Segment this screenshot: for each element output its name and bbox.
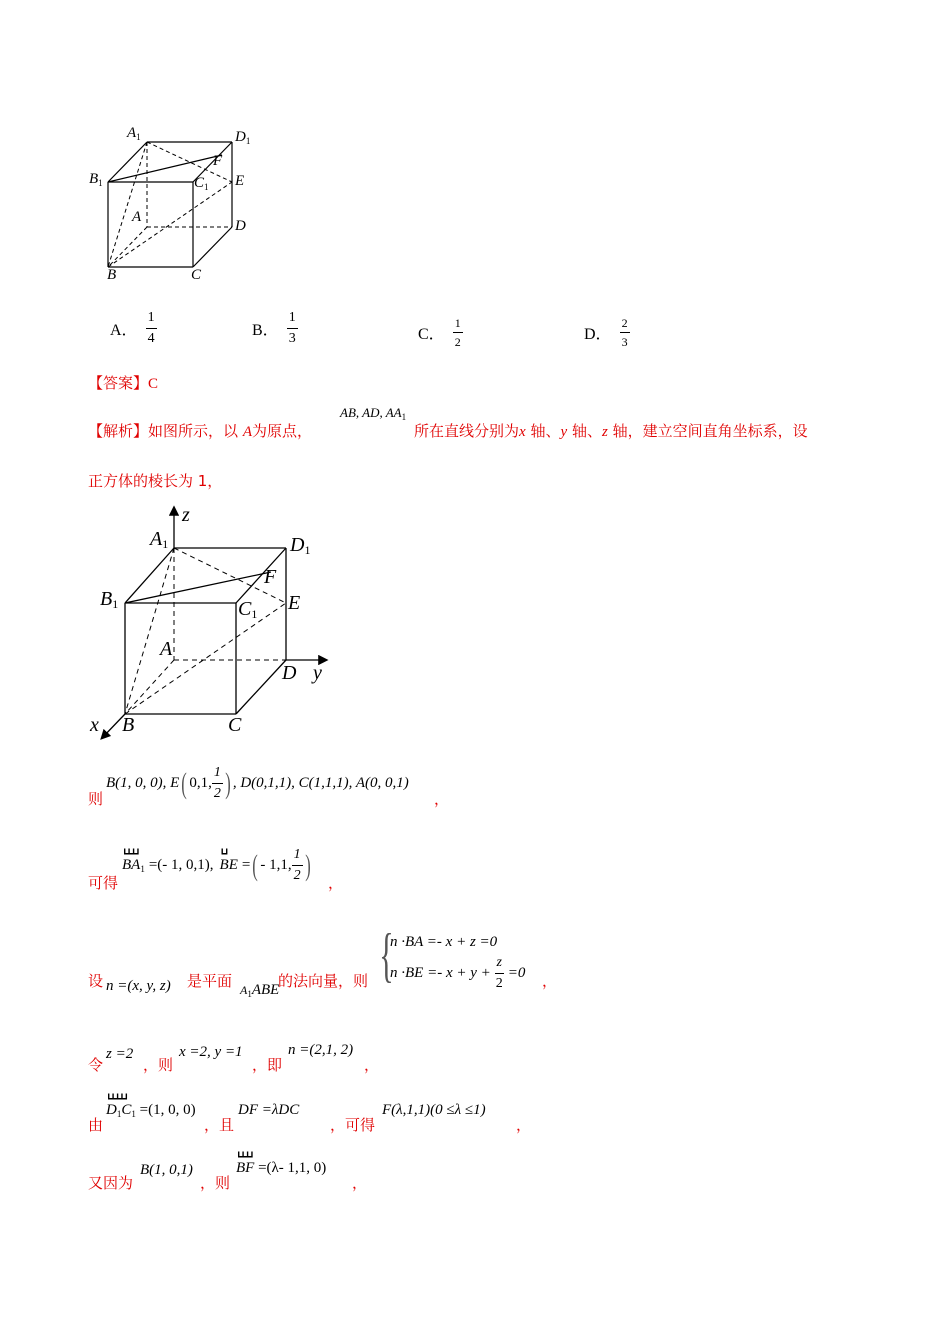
var-x: x xyxy=(519,424,526,440)
line1-lparen: ( xyxy=(181,766,188,800)
answer-tag: 【答案】 xyxy=(88,374,149,392)
vector-D1C1: ┗┻┻┻┛ $D_1C_1 =(1$, 0, 0) xyxy=(106,1094,196,1119)
label-D: D xyxy=(235,218,246,234)
line5-F: F(λ,1,1)(0 ≤λ ≤1) xyxy=(382,1102,486,1118)
label2-D: D xyxy=(282,662,297,684)
option-d-fraction: $\frac{2}{3}$ xyxy=(621,316,628,349)
label-E: E xyxy=(235,173,245,189)
line2-prefix: 可得 xyxy=(88,874,119,892)
label2-E: E xyxy=(288,592,301,614)
line5-a: 由 xyxy=(88,1116,104,1134)
analysis-intro: 如图所示，以 xyxy=(148,422,239,440)
line4-c: ，即 xyxy=(252,1056,283,1074)
label2-B1: $B_1$ xyxy=(100,588,119,611)
system-eq2-frac: $\frac{z}{2}$ xyxy=(495,955,503,991)
label2-F: F xyxy=(264,566,277,588)
line1-inner: 0,1, xyxy=(189,775,212,791)
line5-b: ，且 xyxy=(204,1116,235,1134)
axis-y-text: 轴、 xyxy=(571,422,602,440)
option-a-label: A． xyxy=(110,322,138,339)
option-d[interactable] xyxy=(584,317,630,348)
answer-line xyxy=(88,372,158,393)
line6-end: ， xyxy=(352,1174,368,1192)
line3-prefix: 设 xyxy=(88,972,104,990)
label-B: B xyxy=(107,267,117,283)
analysis-line xyxy=(88,420,312,441)
line5-end: ， xyxy=(516,1116,532,1134)
line5-relation: DF =λDC xyxy=(238,1102,300,1118)
line6-B1: B(1, 0,1) xyxy=(140,1162,193,1178)
line3-mid2: 的法向量，则 xyxy=(278,972,369,990)
label2-C1: $C_1$ xyxy=(238,598,258,621)
axes-edges: AB, AD, $AA_1$ xyxy=(340,405,407,422)
label2-D1: $D_1$ xyxy=(290,534,311,557)
line2-inner: - 1,1, xyxy=(260,857,292,873)
option-b-fraction: $\frac{1}{3}$ xyxy=(288,310,296,346)
option-d-label: D． xyxy=(584,326,612,343)
option-b[interactable] xyxy=(252,311,298,346)
line6-b: ，则 xyxy=(200,1174,231,1192)
vector-BE: ┗┛ BE xyxy=(219,849,238,873)
line2-end: ， xyxy=(328,874,344,892)
label-z-axis: z xyxy=(182,504,190,526)
label-D1: $D_1$ xyxy=(235,129,251,146)
label2-B: B xyxy=(122,714,135,736)
system-brace: { xyxy=(379,922,394,988)
line3-end: ， xyxy=(542,972,558,990)
analysis-tag: 【解析】 xyxy=(88,422,149,440)
cube-diagram-1 xyxy=(85,125,265,290)
line1-rest: , D(0,1,1), C(1,1,1), A(0, 0,1) xyxy=(232,775,409,791)
label-y-axis: y xyxy=(313,662,322,684)
line1-math-start: B(1, 0, 0), E xyxy=(106,775,180,791)
analysis-line2: 正方体的棱长为 1， xyxy=(88,472,223,490)
axis-x-text: 轴、 xyxy=(530,422,561,440)
option-b-label: B． xyxy=(252,322,279,339)
option-a[interactable] xyxy=(110,311,157,346)
label-x-axis: x xyxy=(90,714,99,736)
line4-xy: x =2, y =1 xyxy=(179,1044,243,1060)
line4-end: ， xyxy=(364,1056,380,1074)
label2-A1: $A_1$ xyxy=(150,528,169,551)
line1-rparen: ) xyxy=(225,766,231,800)
line2-math xyxy=(122,848,313,883)
line2-eq1: =(- 1, 0,1), xyxy=(148,857,214,873)
line2-lparen: ( xyxy=(252,848,259,882)
line2-rparen: ) xyxy=(304,848,311,882)
option-c-fraction: $\frac{1}{2}$ xyxy=(454,316,461,349)
option-c[interactable] xyxy=(418,317,463,348)
var-y: y xyxy=(560,424,568,440)
label-A1: $A_1$ xyxy=(127,125,141,142)
analysis-line-cont xyxy=(414,420,808,441)
label-A: A xyxy=(132,209,142,225)
analysis-after-origin: 为原点， xyxy=(251,422,312,440)
line6-a: 又因为 xyxy=(88,1174,134,1192)
line1-frac: $\frac{1}{2}$ xyxy=(213,765,221,801)
normal-vector-n: n =(x, y, z) xyxy=(106,978,171,994)
option-c-label: C． xyxy=(418,326,445,343)
line4-b: ，则 xyxy=(143,1056,174,1074)
answer-value: C xyxy=(148,376,159,392)
line4-a: 令 xyxy=(88,1056,104,1074)
line1-math xyxy=(106,766,409,801)
label-B1: $B_1$ xyxy=(89,171,103,188)
system-eq2: n ·BE =- x + y + $\frac{z}{2}$ =0 xyxy=(390,955,526,991)
cube-figure-1 xyxy=(85,125,265,290)
analysis-tail: 轴，建立空间直角坐标系，设 xyxy=(612,422,808,440)
line4-n: n =(2,1, 2) xyxy=(288,1042,354,1058)
line2-frac: $\frac{1}{2}$ xyxy=(293,847,301,883)
option-a-fraction: $\frac{1}{4}$ xyxy=(147,310,155,346)
var-z: z xyxy=(601,424,608,440)
line1-prefix: 则 xyxy=(88,790,104,808)
label-C: C xyxy=(191,267,202,283)
label-F: F xyxy=(213,153,223,169)
system-eq1: n ·BA =- x + z =0 xyxy=(390,934,498,950)
line4-z: z =2 xyxy=(106,1046,134,1062)
line1-end: ， xyxy=(434,790,450,808)
label2-C: C xyxy=(228,714,242,736)
analysis-after-edges: 所在直线分别为 xyxy=(414,422,520,440)
vector-BA1: ┗┻┻┛ $BA_1$ xyxy=(122,849,145,874)
label2-A: A xyxy=(160,638,173,660)
line2-eq2: = xyxy=(241,857,251,873)
label-C1: $C_1$ xyxy=(194,175,209,192)
vector-B1F: ┗┻┻┛ BF =(λ- 1,1, 0) xyxy=(236,1152,327,1176)
line3-mid: 是平面 xyxy=(187,972,233,990)
cube-figure-2 xyxy=(88,500,348,745)
origin-var: A xyxy=(242,424,252,440)
plane-A1BE: $A_1ABE$ xyxy=(240,982,280,999)
line5-c: ，可得 xyxy=(330,1116,376,1134)
